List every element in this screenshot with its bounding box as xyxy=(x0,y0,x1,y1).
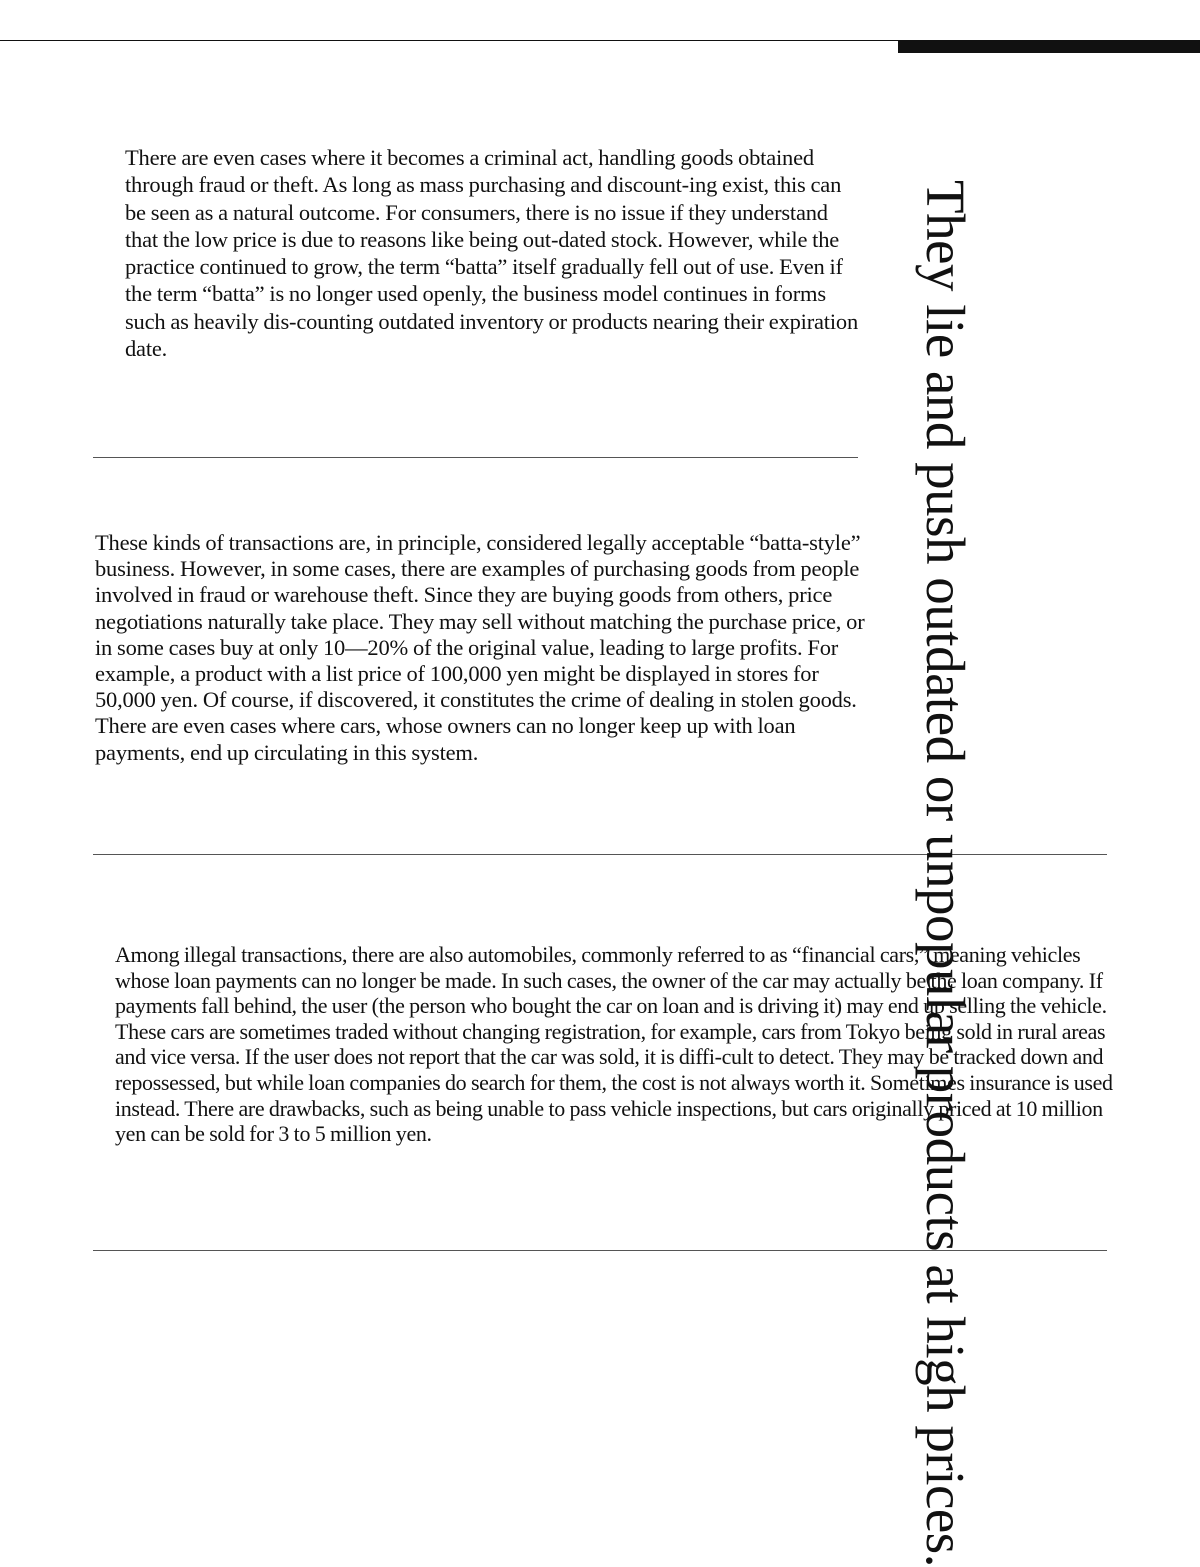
vertical-pull-quote: They lie and push outdated or unpopular products at high prices. xyxy=(915,180,976,1567)
header-rule-thin xyxy=(0,40,900,41)
header-rule-thick xyxy=(898,40,1200,53)
article-paragraph-3: Among illegal transactions, there are also automobiles, commonly referred to as “financial cars,” meaning vehicles whose loan payments can no longer be made. In such cases, the owner of the car may actually be the loan company. If payments fall behind, the user (the person who bought the car on loan and is driving it) may end up selling the vehicle. These cars are sometimes traded without changing registration, for example, cars from Tokyo being sold in rural areas and vice versa. If the user does not report that the car was sold, it is diffi-cult to detect. They may be tracked down and repossessed, but while loan companies do search for them, the cost is not always worth it. Sometimes insurance is used instead. There are drawbacks, such as being unable to pass vehicle inspections, but cars originally priced at 10 million yen can be sold for 3 to 5 million yen. xyxy=(115,942,1113,1147)
article-paragraph-2: These kinds of transactions are, in principle, considered legally acceptable “batta-style” business. However, in some cases, there are examples of purchasing goods from people involved in fraud or warehouse theft. Since they are buying goods from others, price negotiations naturally take place. They may sell without matching the purchase price, or in some cases buy at only 10—20% of the original value, leading to large profits. For example, a product with a list price of 100,000 yen might be displayed in stores for 50,000 yen. Of course, if discovered, it constitutes the crime of dealing in stolen goods. There are even cases where cars, whose owners can no longer keep up with loan payments, end up circulating in this system. xyxy=(95,530,865,765)
article-paragraph-1: There are even cases where it becomes a criminal act, handling goods obtained through fraud or theft. As long as mass purchasing and discount-ing exist, this can be seen as a natural outcome. For consumers, there is no issue if they understand that the low price is due to reasons like being out-dated stock. However, while the practice continued to grow, the term “batta” itself gradually fell out of use. Even if the term “batta” is no longer used openly, the business model continues in forms such as heavily dis-counting outdated inventory or products nearing their expiration date. xyxy=(125,145,859,362)
section-divider-1 xyxy=(93,457,858,458)
